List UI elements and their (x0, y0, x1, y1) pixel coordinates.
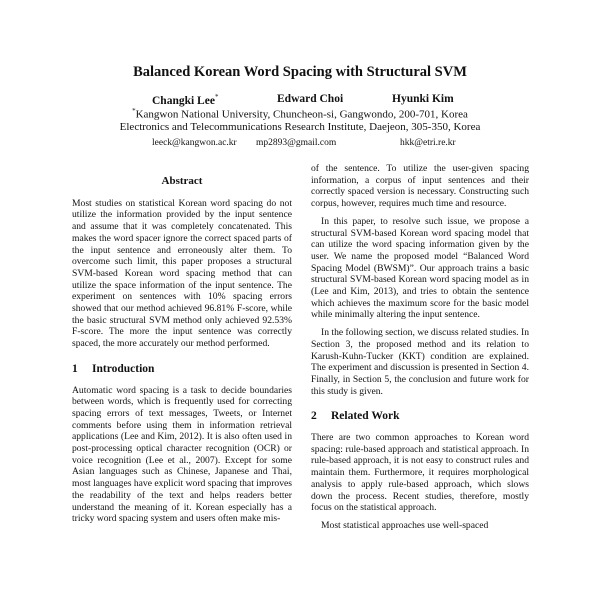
body-paragraph: Automatic word spacing is a task to decide boundaries between words, which is frequently used for correcting spacing errors of text messages, Tweets, or Internet comments before using them in information retrieval applications (Lee and Kim, 2012). It is also often used in post-processing optical character recognition (OCR) or voice recognition (Lee et al., 2007). Except for some Asian languages such as Chinese, Japanese and Thai, most languages have explicit word spacing that improves the readability of the text and helps readers better understand the meaning of it. Korean especially has a tricky word spacing system and users often make mis- (72, 384, 292, 525)
affiliation: Electronics and Telecommunications Research Institute, Daejeon, 305-350, Korea (119, 121, 481, 133)
section-title: Related Work (331, 410, 400, 423)
section-heading (311, 411, 529, 423)
affiliation-mark: * (214, 93, 219, 101)
author-email: leeck@kangwon.ac.kr (152, 138, 237, 148)
body-paragraph: In the following section, we discuss related studies. In Section 3, the proposed method and its relation to Karush-Kuhn-Tucker (KKT) condition are explained. The experiment and discussion is presented in Section 4. Finally, in Section 5, the conclusion and future work for this study is given. (311, 327, 529, 397)
left-column (72, 163, 292, 525)
right-column (311, 163, 529, 532)
affiliation-mark: * (132, 107, 136, 115)
body-paragraph: Most statistical approaches use well-spaced (321, 519, 489, 531)
author-name: Hyunki Kim (392, 93, 454, 105)
section-number: 2 (311, 410, 317, 423)
author-email: mp2893@gmail.com (256, 138, 337, 148)
section-number: 1 (72, 362, 78, 375)
section-heading (72, 364, 292, 376)
body-paragraph: In this paper, to resolve such issue, we propose a structural SVM-based Korean word spacing model that can utilize the word spacing information given by the user. We name the proposed model “Balanced Word Spacing Model (BWSM)”. Our approach trains a basic structural SVM-based Korean word spacing model as in (Lee and Kim, 2013), and tries to obtain the sentence which achieves the maximum score for the basic model while minimally altering the input sentence. (311, 215, 529, 321)
author-name: Edward Choi (277, 93, 344, 105)
abstract-heading: Abstract (161, 175, 203, 187)
author-name: Changki Lee* (152, 93, 219, 107)
section-title: Introduction (92, 362, 155, 375)
paper-title: Balanced Korean Word Spacing with Structural SVM (133, 64, 467, 80)
email-list (0, 138, 600, 152)
body-paragraph: of the sentence. To utilize the user-given spacing information, a corpus of input sentences and their correctly spaced version is necessary. Constructing such corpus, however, requires much time and resource. (311, 163, 529, 210)
abstract-text: Most studies on statistical Korean word spacing do not utilize the information provided by the input sentence and assume that it was completely concatenated. This makes the word spacer ignore the correct spaced parts of the input sentence and erroneously alter them. To overcome such limit, this paper proposes a structural SVM-based Korean word spacing method that can utilize the space information of the input sentence. The experiment on sentences with 10% spacing errors showed that our method achieved 96.81% F-score, while the basic structural SVM method only achieved 92.53% F-score. The more the input sentence was correctly spaced, the more accurately our method performed. (72, 197, 292, 350)
affiliation: *Kangwon National University, Chuncheon-si, Gangwondo, 200-701, Korea (132, 107, 468, 121)
body-paragraph: There are two common approaches to Korean word spacing: rule-based approach and statistical approach. In rule-based approach, it is not easy to construct rules and maintain them. Furthermore, it requires morphological analysis to apply rule-based approach, which slows down the process. Recent studies, therefore, mostly focus on the statistical approach. (311, 432, 529, 514)
author-email: hkk@etri.re.kr (400, 138, 456, 148)
